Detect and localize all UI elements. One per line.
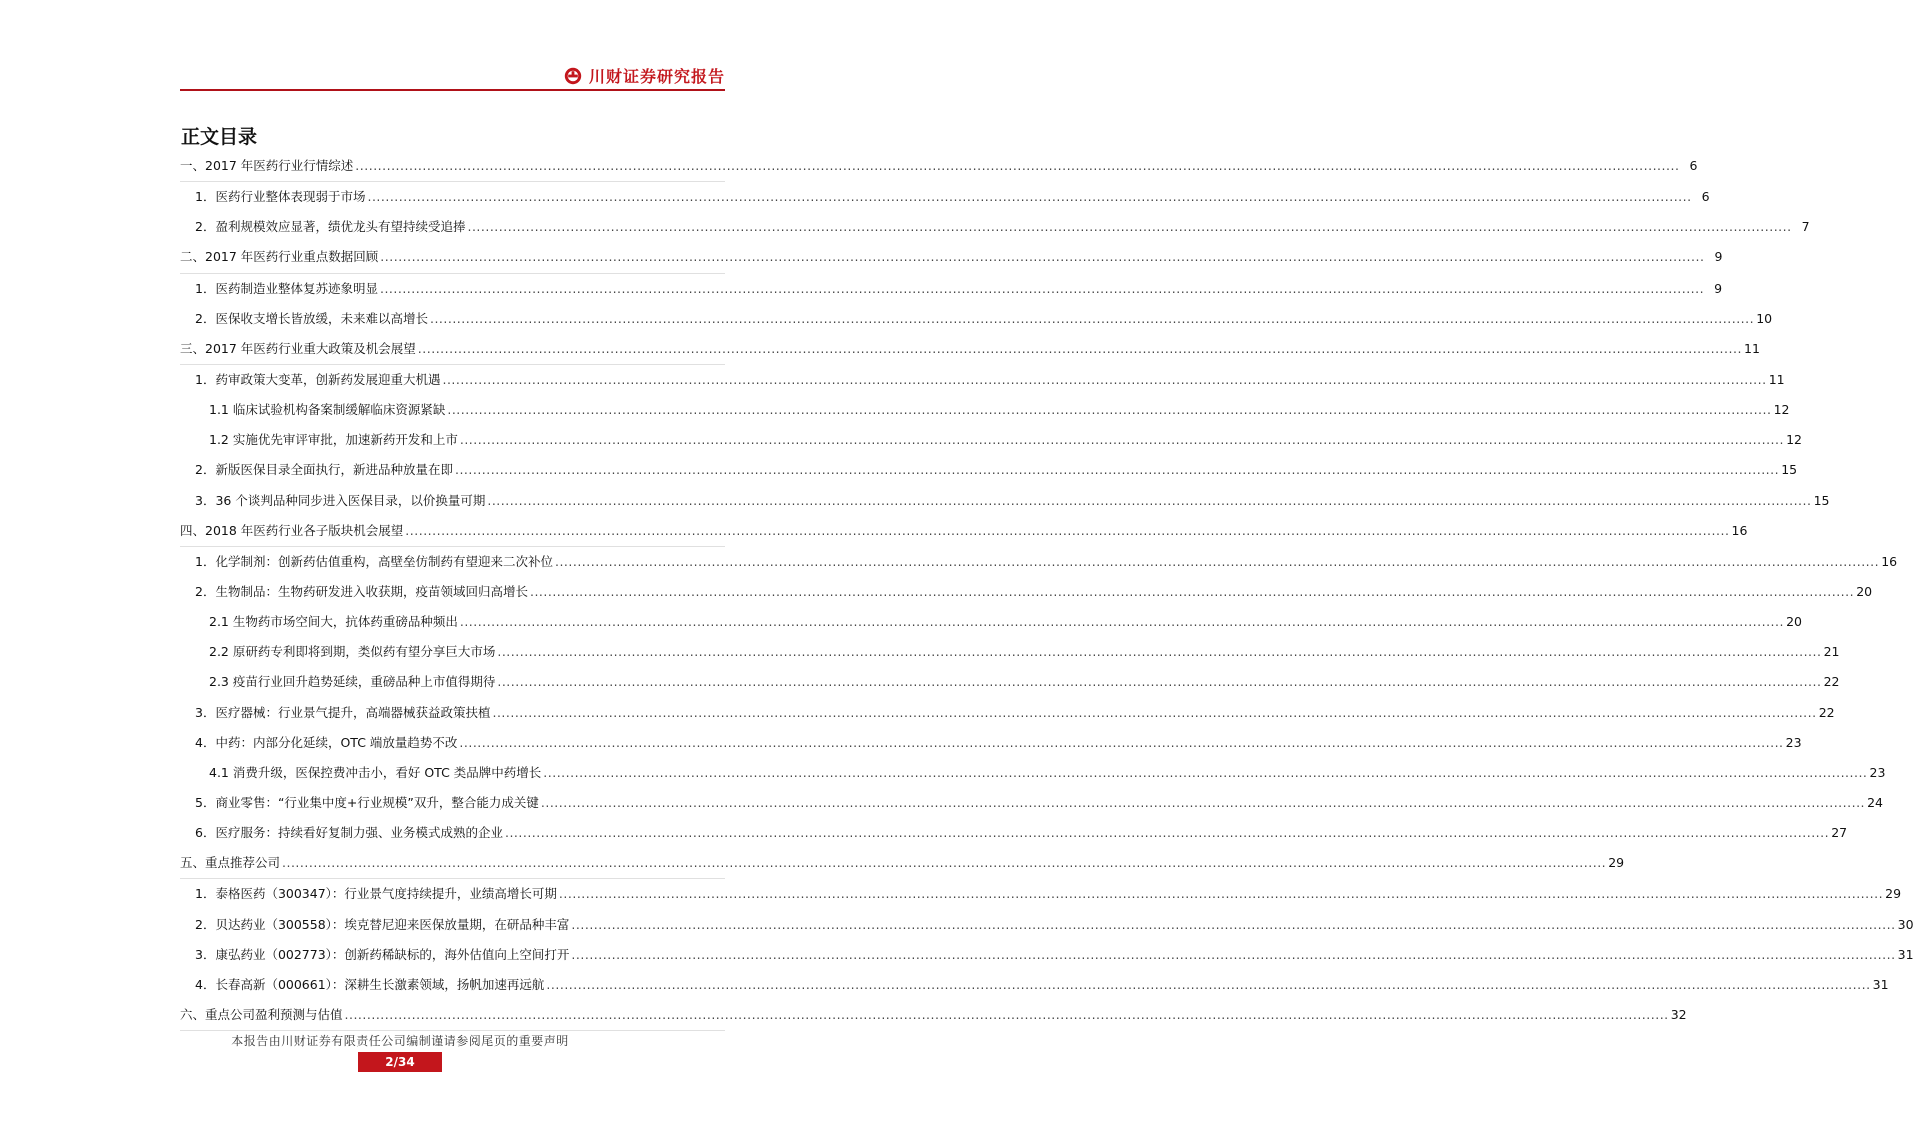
toc-entry[interactable] [180,242,1723,273]
dot-leader [571,940,1895,970]
toc-entry-page: 29 [1885,886,1902,902]
toc-entry-page: 15 [1781,462,1798,478]
dot-leader [418,334,1742,364]
dot-leader [345,1000,1669,1030]
toc-entry-page: 12 [1773,402,1790,418]
brand [564,64,725,87]
toc-entry-text: 2．医保收支增长皆放缓，未来难以高增长 [195,310,428,326]
dot-leader [487,486,1811,516]
toc-entry-text: 2.1 生物药市场空间大，抗体药重磅品种频出 [209,614,458,630]
toc-entry-text: 1.1 临床试验机构备案制缓解临床资源紧缺 [209,402,446,418]
toc-entry-text: 5．商业零售：“行业集中度+行业规模”双升，整合能力成关键 [195,794,539,810]
dot-leader [555,547,1879,577]
toc-entry-page: 16 [1731,522,1748,538]
toc-entry[interactable] [180,486,1830,516]
toc-entry[interactable] [180,395,1790,425]
toc-entry-page: 32 [1670,1006,1687,1022]
toc-entry-page: 31 [1897,946,1914,962]
toc-entry[interactable] [180,788,1884,818]
toc-entry[interactable] [180,547,1898,577]
chuancai-logo-icon [564,67,582,85]
toc-entry[interactable] [180,274,1723,304]
page-header [180,60,725,92]
dot-leader [459,728,1783,758]
toc-entry-text: 五、重点推荐公司 [180,855,281,871]
toc-entry[interactable] [180,607,1802,637]
toc-entry-page: 11 [1768,371,1785,387]
toc-entry[interactable] [180,1000,1687,1031]
toc-entry-text: 3．36 个谈判品种同步进入医保目录，以价换量可期 [195,492,486,508]
toc-entry[interactable] [180,304,1773,334]
toc-entry-page: 20 [1856,583,1873,599]
dot-leader [505,818,1829,848]
toc-entry-text: 2．生物制品：生物药研发进入收获期，疫苗领域回归高增长 [195,583,528,599]
dot-leader [447,395,1771,425]
toc-entry-page: 15 [1813,492,1830,508]
dot-leader [543,758,1867,788]
toc-entry-page: 22 [1823,674,1840,690]
dot-leader [492,698,1816,728]
dot-leader [541,788,1865,818]
dot-leader [380,242,1704,272]
dot-leader [442,365,1766,395]
toc-entry[interactable] [180,940,1914,970]
toc-entry[interactable] [180,758,1886,788]
toc-entry-page: 21 [1823,644,1840,660]
toc-entry-text: 2.3 疫苗行业回升趋势延续，重磅品种上市值得期待 [209,674,496,690]
toc-entry[interactable] [180,970,1889,1000]
toc-entry[interactable] [180,455,1798,485]
toc-entry-page: 9 [1714,249,1723,265]
toc-entry-page: 29 [1608,855,1625,871]
toc-entry-text: 1．医药行业整体表现弱于市场 [195,189,366,205]
footer-disclaimer: 本报告由川财证券有限责任公司编制谨请参阅尾页的重要声明 [231,1034,569,1048]
toc-entry-page: 23 [1785,734,1802,750]
toc-entry-text: 4．长春高新（000661）：深耕生长激素领域，扬帆加速再远航 [195,976,545,992]
toc-entry-text: 1．泰格医药（300347）：行业景气度持续提升，业绩高增长可期 [195,886,557,902]
toc-entry[interactable] [180,667,1840,697]
toc-entry-page: 11 [1744,340,1760,356]
toc-entry-page: 24 [1867,794,1884,810]
toc-entry-page: 6 [1689,158,1698,173]
toc-entry[interactable] [180,425,1802,455]
toc-entry-text: 四、2018 年医药行业各子版块机会展望 [180,522,404,538]
toc-entry[interactable] [180,151,1698,182]
toc-entry-text: 3．医疗器械：行业景气提升，高端器械获益政策扶植 [195,704,491,720]
dot-leader [530,577,1854,607]
dot-leader [367,182,1691,212]
toc-entry[interactable] [180,879,1902,909]
toc-entry-page: 20 [1786,614,1802,630]
dot-leader [455,455,1779,485]
dot-leader [497,637,1821,667]
toc-entry-text: 4．中药：内部分化延续，OTC 端放量趋势不改 [195,734,458,750]
toc-entry-page: 23 [1869,764,1886,780]
toc-entry-page: 22 [1818,704,1835,720]
dot-leader [571,910,1895,940]
toc-entry[interactable] [180,212,1810,242]
toc-entry-page: 16 [1881,553,1898,569]
toc-entry-page: 27 [1831,825,1848,841]
toc-entry[interactable] [180,365,1785,395]
toc-title: 正文目录 [181,126,258,148]
toc-entry[interactable] [180,728,1802,758]
dot-leader [460,607,1784,637]
toc-entry-text: 2．盈利规模效应显著，绩优龙头有望持续受追捧 [195,219,466,235]
dot-leader [497,667,1821,697]
toc-entry-text: 2．贝达药业（300558）：埃克替尼迎来医保放量期，在研品种丰富 [195,916,570,932]
toc-entry-page: 31 [1872,976,1889,992]
toc-entry[interactable] [180,818,1848,848]
dot-leader [405,516,1729,546]
toc-entry-text: 一、2017 年医药行业行情综述 [180,158,354,173]
toc-entry[interactable] [180,577,1873,607]
toc-entry-text: 1．化学制剂：创新药估值重构，高壁垒仿制药有望迎来二次补位 [195,553,553,569]
toc-entry[interactable] [180,516,1748,547]
dot-leader [467,212,1791,242]
toc-entry-text: 二、2017 年医药行业重点数据回顾 [180,249,379,265]
table-of-contents [180,151,1914,1031]
toc-entry-page: 12 [1786,432,1802,448]
toc-entry[interactable] [180,698,1835,728]
brand-name: 川财证券研究报告 [588,67,725,86]
dot-leader [460,425,1784,455]
toc-entry-text: 3．康弘药业（002773）：创新药稀缺标的，海外估值向上空间打开 [195,946,570,962]
toc-entry-text: 2.2 原研药专利即将到期，类似药有望分享巨大市场 [209,644,496,660]
page-number-badge: 2/34 [358,1052,442,1072]
toc-entry-text: 4.1 消费升级，医保控费冲击小，看好 OTC 类品牌中药增长 [209,764,542,780]
toc-entry-text: 六、重点公司盈利预测与估值 [180,1006,343,1022]
dot-leader [282,848,1606,878]
toc-entry-page: 30 [1897,916,1914,932]
toc-entry-page: 9 [1714,280,1723,296]
toc-entry-text: 1．医药制造业整体复苏迹象明显 [195,280,378,296]
dot-leader [559,879,1883,909]
dot-leader [355,151,1679,181]
toc-entry-text: 1．药审政策大变革，创新药发展迎重大机遇 [195,371,441,387]
toc-entry-text: 2．新版医保目录全面执行，新进品种放量在即 [195,462,453,478]
toc-entry-text: 6．医疗服务：持续看好复制力强、业务模式成熟的企业 [195,825,503,841]
header-divider [180,89,725,91]
toc-entry[interactable] [180,334,1760,365]
dot-leader [430,304,1754,334]
toc-entry[interactable] [180,637,1840,667]
toc-entry-page: 7 [1801,219,1810,235]
toc-entry-page: 6 [1701,189,1710,205]
dot-leader [546,970,1870,1000]
toc-entry-page: 10 [1756,310,1773,326]
toc-entry-text: 三、2017 年医药行业重大政策及机会展望 [180,340,416,356]
dot-leader [380,274,1704,304]
toc-entry-text: 1.2 实施优先审评审批，加速新药开发和上市 [209,432,458,448]
toc-entry[interactable] [180,182,1710,212]
toc-entry[interactable] [180,910,1914,940]
toc-entry[interactable] [180,848,1625,879]
